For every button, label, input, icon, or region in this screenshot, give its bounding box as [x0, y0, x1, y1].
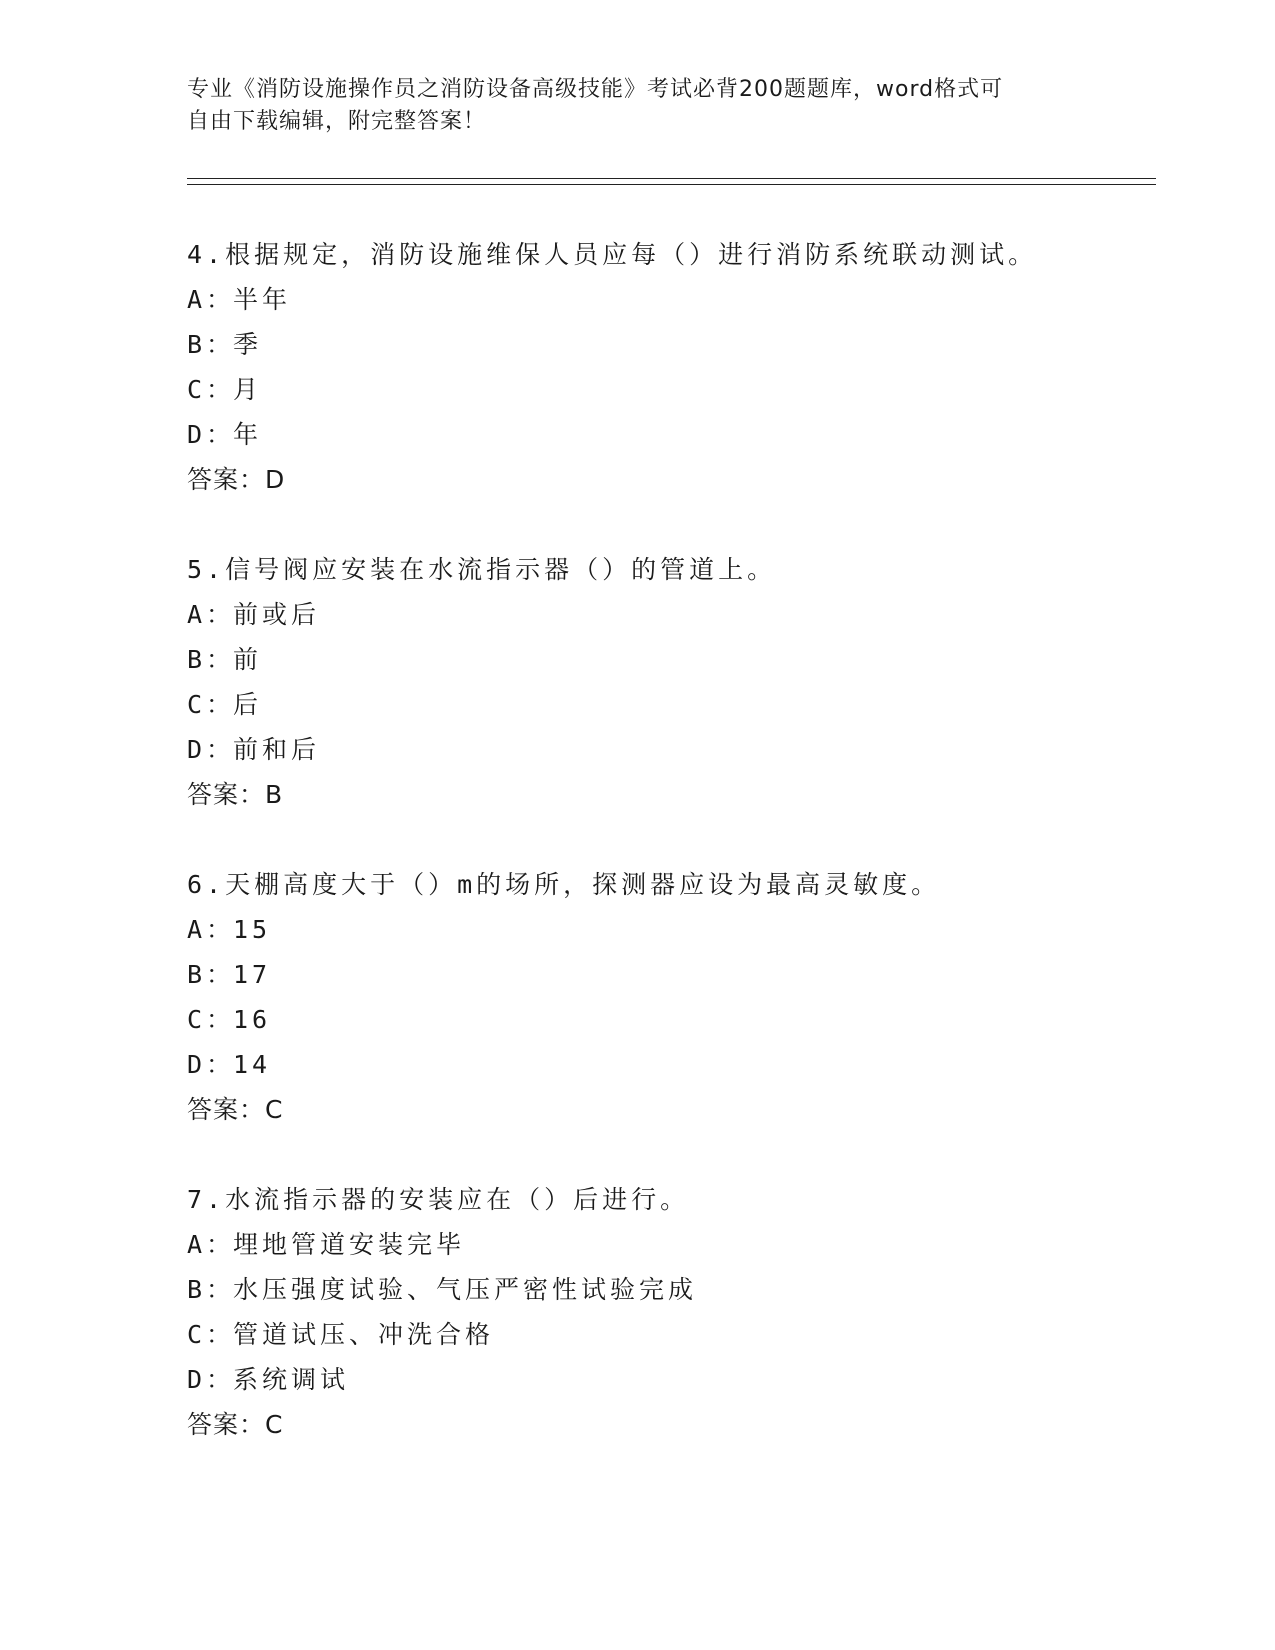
option-d — [187, 412, 1147, 457]
question-stem: 7.水流指示器的安装应在（）后进行。 — [187, 1185, 690, 1214]
option-a — [187, 907, 1147, 952]
option-letter: C： — [187, 375, 236, 404]
option-a — [187, 1222, 1147, 1267]
option-text: 月 — [233, 375, 263, 404]
option-text: 前或后 — [233, 600, 321, 629]
answer-line: 答案：C — [187, 1410, 284, 1439]
answer-line: 答案：B — [187, 780, 284, 809]
option-a — [187, 592, 1147, 637]
option-text: 管道试压、冲洗合格 — [233, 1320, 495, 1349]
question-block — [187, 1177, 1147, 1447]
question-block — [187, 862, 1147, 1132]
option-c — [187, 682, 1147, 727]
option-b — [187, 952, 1147, 997]
option-letter: D： — [187, 735, 236, 764]
option-letter: B： — [187, 645, 236, 674]
option-text: 15 — [233, 915, 272, 944]
option-letter: D： — [187, 420, 236, 449]
option-text: 半年 — [233, 285, 292, 314]
option-c — [187, 1312, 1147, 1357]
option-letter: A： — [187, 285, 236, 314]
option-text: 水压强度试验、气压严密性试验完成 — [233, 1275, 698, 1304]
option-d — [187, 1357, 1147, 1402]
option-letter: B： — [187, 960, 236, 989]
question-stem: 4.根据规定，消防设施维保人员应每（）进行消防系统联动测试。 — [187, 240, 1038, 269]
header-divider — [187, 178, 1156, 185]
option-c — [187, 997, 1147, 1042]
option-b — [187, 322, 1147, 367]
option-b — [187, 1267, 1147, 1312]
option-letter: B： — [187, 1275, 236, 1304]
option-text: 系统调试 — [233, 1365, 350, 1394]
option-b — [187, 637, 1147, 682]
header-line-2: 自由下载编辑，附完整答案！ — [187, 109, 487, 134]
answer-line: 答案：D — [187, 465, 286, 494]
option-letter: B： — [187, 330, 236, 359]
option-text: 季 — [233, 330, 263, 359]
option-letter: A： — [187, 600, 236, 629]
option-d — [187, 1042, 1147, 1087]
option-text: 17 — [233, 960, 272, 989]
option-letter: D： — [187, 1365, 236, 1394]
option-letter: A： — [187, 1230, 236, 1259]
option-letter: C： — [187, 690, 236, 719]
option-letter: C： — [187, 1005, 236, 1034]
option-text: 埋地管道安装完毕 — [233, 1230, 466, 1259]
question-stem: 5.信号阀应安装在水流指示器（）的管道上。 — [187, 555, 777, 584]
option-text: 前 — [233, 645, 263, 674]
option-letter: C： — [187, 1320, 236, 1349]
option-c — [187, 367, 1147, 412]
option-d — [187, 727, 1147, 772]
option-text: 14 — [233, 1050, 272, 1079]
option-text: 后 — [233, 690, 263, 719]
question-block — [187, 547, 1147, 817]
option-text: 16 — [233, 1005, 272, 1034]
header-line-1: 专业《消防设施操作员之消防设备高级技能》考试必背200题题库，word格式可 — [187, 77, 1004, 102]
answer-line: 答案：C — [187, 1095, 284, 1124]
option-text: 前和后 — [233, 735, 321, 764]
option-a — [187, 277, 1147, 322]
document-header — [187, 74, 1087, 138]
question-stem: 6.天棚高度大于（）m的场所，探测器应设为最高灵敏度。 — [187, 870, 941, 899]
option-letter: D： — [187, 1050, 236, 1079]
option-letter: A： — [187, 915, 236, 944]
question-block — [187, 232, 1147, 502]
option-text: 年 — [233, 420, 263, 449]
